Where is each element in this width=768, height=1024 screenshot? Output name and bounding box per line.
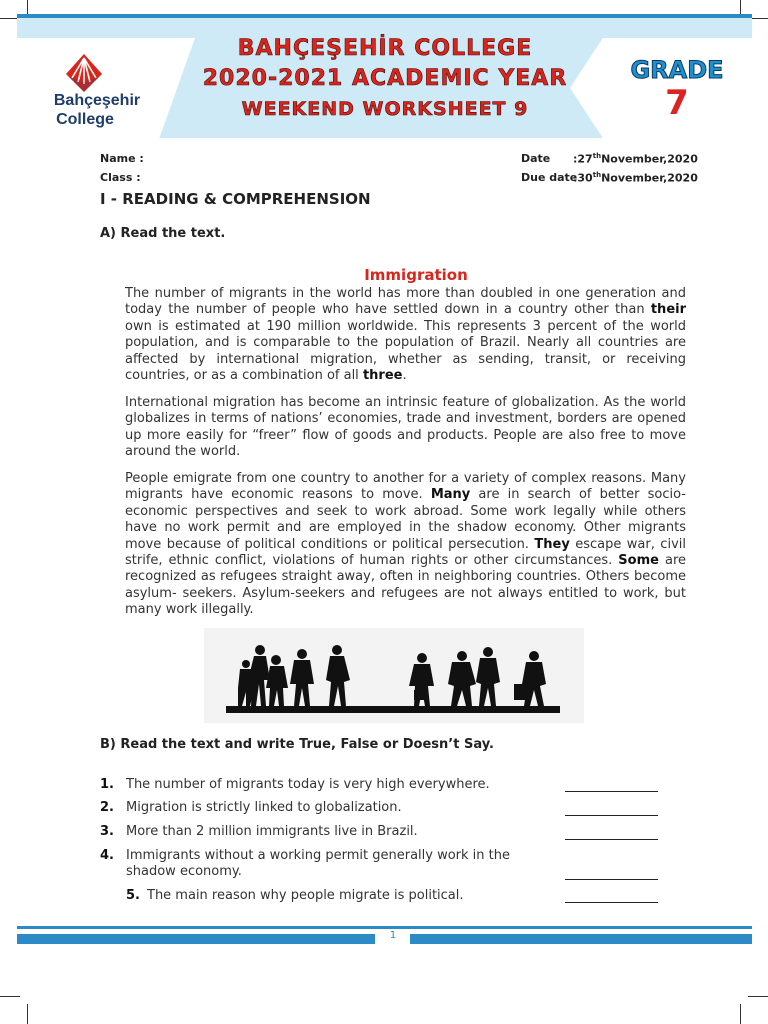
answer-blank[interactable] <box>565 902 658 903</box>
question-text: Immigrants without a working permit generally work in the shadow economy. <box>126 848 511 880</box>
question-number: 3. <box>100 824 114 839</box>
article-paragraph: International migration has become an intrinsic feature of globalization. As the world globalizes in terms of nations’ economies, trade and investment, borders are opened up more easily for “freer” flow of goods and products. People are also free to move around the world. <box>125 395 686 460</box>
crop-mark <box>27 1004 28 1024</box>
name-label: Name : <box>100 152 144 165</box>
header-title: 2020-2021 ACADEMIC YEAR <box>202 66 568 91</box>
date-label: Date <box>521 152 551 165</box>
section-heading: I - READING & COMPREHENSION <box>100 190 371 208</box>
question-text: The main reason why people migrate is political. <box>147 888 464 903</box>
answer-blank[interactable] <box>565 879 658 880</box>
article-title: Immigration <box>364 266 468 284</box>
logo-text: Bahçeşehir <box>53 92 141 109</box>
question-text: More than 2 million immigrants live in Brazil. <box>126 824 418 839</box>
question-number: 4. <box>100 848 114 863</box>
header-topline <box>17 14 752 18</box>
due-date-label: Due date <box>521 171 578 184</box>
part-b-heading: B) Read the text and write True, False or Doesn’t Say. <box>100 737 494 752</box>
logo-text: College <box>56 111 114 128</box>
migrants-silhouette-illustration <box>204 628 584 723</box>
answer-blank[interactable] <box>565 815 658 816</box>
crop-mark <box>748 996 768 997</box>
footer-line <box>17 926 752 929</box>
grade-label: GRADE <box>630 56 724 84</box>
article-paragraph: The number of migrants in the world has more than doubled in one generation and today the number of people who have settled down in a country other than their own is estimated at 190 million worldwide. This represents 3 percent of the world population, and is comparable to the population of Brazil. Nearly all countries are affected by international migration, whether as sending, transit, or receiving countries, or as a combination of all three. <box>125 286 686 384</box>
class-label: Class : <box>100 171 141 184</box>
grade-number: 7 <box>665 83 689 123</box>
answer-blank[interactable] <box>565 839 658 840</box>
question-number: 1. <box>100 777 114 792</box>
footer-bar <box>17 934 375 944</box>
question-text: Migration is strictly linked to globalization. <box>126 800 402 815</box>
part-a-heading: A) Read the text. <box>100 226 226 241</box>
crop-mark <box>0 996 20 997</box>
due-date-value: :30thNovember,2020 <box>573 171 698 185</box>
question-number: 2. <box>100 800 114 815</box>
question-text: The number of migrants today is very high everywhere. <box>126 777 490 792</box>
header-title: BAHÇEŞEHİR COLLEGE <box>237 36 533 61</box>
answer-blank[interactable] <box>565 791 658 792</box>
date-value: :27thNovember,2020 <box>573 152 698 166</box>
crop-mark <box>740 1004 741 1024</box>
page-number: 1 <box>389 930 397 941</box>
header-title: WEEKEND WORKSHEET 9 <box>241 98 529 120</box>
college-logo-icon <box>64 52 104 92</box>
article-paragraph: People emigrate from one country to another for a variety of complex reasons. Many migrants have economic reasons to move. Many are in search of better socio-economic perspectives and seek to work abroad. Some work legally while others have no work permit and are employed in the shadow economy. Other migrants move because of political conditions or political persecution. They escape war, civil strife, ethnic conflict, violations of human rights or other circumstances. Some are recognized as refugees straight away, often in neighboring countries. Others become asylum- seekers. Asylum-seekers and refugees are not always entitled to work, but many work illegally. <box>125 471 687 618</box>
question-number: 5. <box>126 888 140 903</box>
footer-bar <box>410 934 752 944</box>
